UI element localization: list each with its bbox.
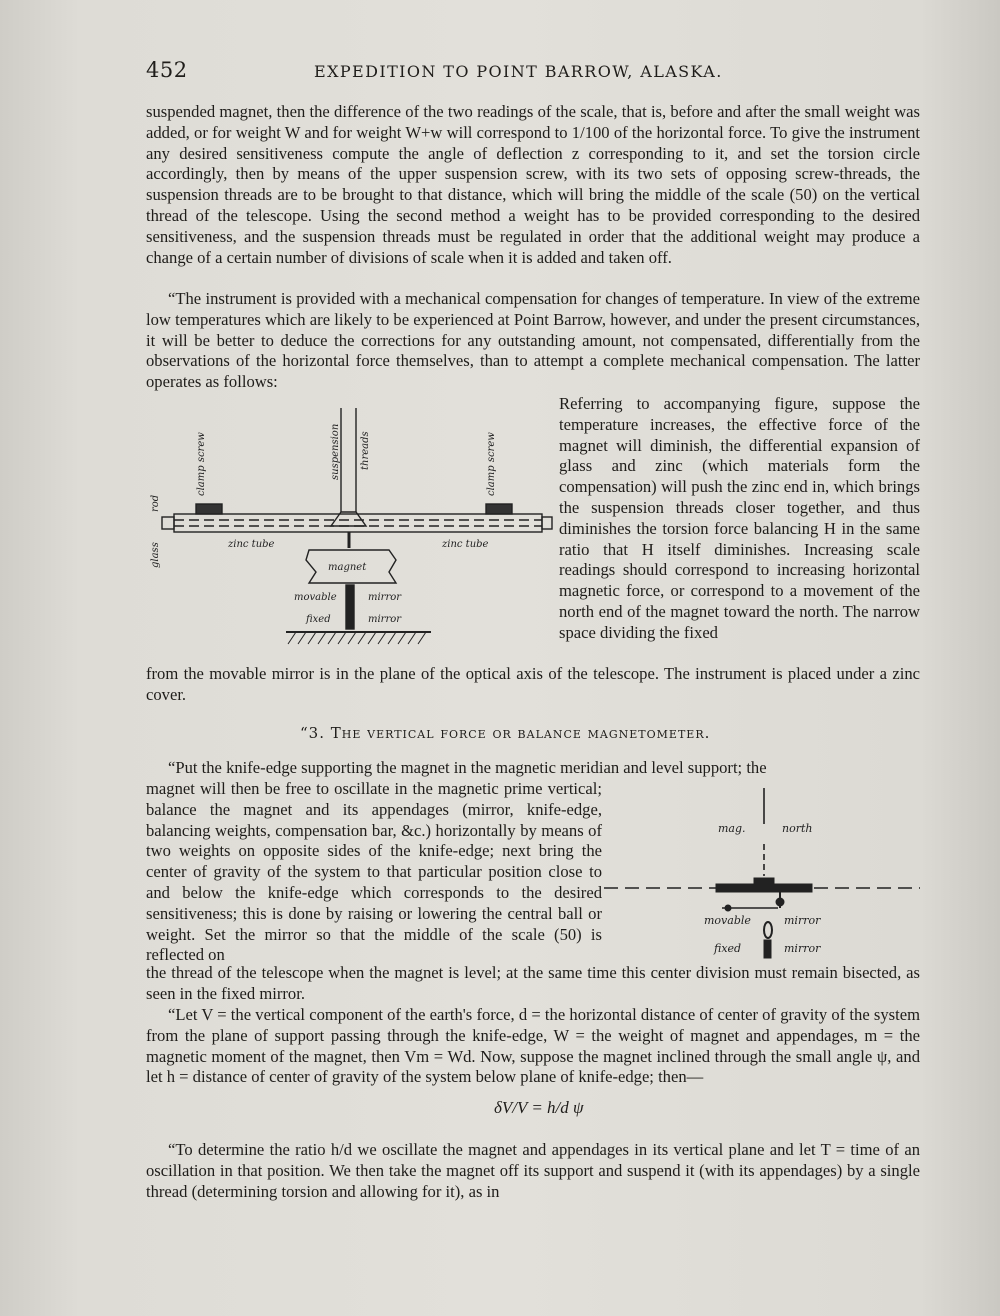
- page-number: 452: [146, 58, 188, 82]
- fig1-label-fixed: fixed: [306, 614, 331, 625]
- fig1-label-movable: movable: [294, 592, 337, 603]
- compensation-figure: [146, 400, 556, 662]
- paragraph-1: suspended magnet, then the difference of the two readings of the scale, that is, before and after the small weight was added, or for weight W and for weight W+w will correspond to 1/100 of the horizontal force. To give the instrument any desired sensitiveness compute the angle of deflection z corresponding to it, and set the torsion circle accordingly, then by means of the upper suspension screw, with its two sets of opposing screw-threads, the suspension threads are to be brought to that distance, which will bring the middle of the scale (50) on the vertical thread of the telescope. Using the second method a weight has to be provided corresponding to the desired sensitiveness, and the suspension threads must be regulated in order that the additional weight may produce a change of a certain number of divisions of scale when it is added and taken off.: [146, 102, 920, 267]
- fig2-label-mag: mag.: [718, 822, 746, 835]
- fig2-label-mirror-upper: mirror: [784, 914, 821, 927]
- fig1-label-clamp-screw-right: clamp screw: [486, 432, 497, 496]
- fig1-label-zinc-tube-left: zinc tube: [228, 539, 275, 550]
- section-heading: “3. The vertical force or balance magnetometer.: [300, 724, 711, 742]
- paragraph-2: “The instrument is provided with a mechanical compensation for changes of temperature. In view of the extreme low temperatures which are likely to be experienced at Point Barrow, however, and under the present circumstances, it will be better to deduce the corrections for any outstanding amount, not compensated, differentially from the observations of the horizontal force themselves, than to attempt a complete mechanical compensation. The latter operates as follows:: [146, 289, 920, 392]
- fig1-label-mirror-upper: mirror: [368, 592, 402, 603]
- fig2-label-mirror-lower: mirror: [784, 942, 821, 955]
- running-title: EXPEDITION TO POINT BARROW, ALASKA.: [314, 62, 723, 81]
- page-header: [146, 58, 926, 84]
- balance-magnetometer-figure: [604, 784, 920, 964]
- paragraph-5: “Let V = the vertical component of the earth's force, d = the horizontal distance of center of gravity of the system from the plane of support passing through the knife-edge, W = the weight of magnet and appendages, m = the magnetic moment of the magnet, then Vm = Wd. Now, suppose the magnet inclined through the small angle ψ, and let h = distance of center of gravity of the system below plane of knife-edge; then—: [146, 1005, 920, 1087]
- fig1-label-threads: threads: [360, 431, 371, 470]
- fig2-label-movable: movable: [704, 914, 751, 927]
- fig1-label-magnet: magnet: [328, 562, 367, 573]
- paragraph-4-first-line: “Put the knife-edge supporting the magnet in the magnetic meridian and level support; the: [168, 758, 767, 777]
- paragraph-4-side: magnet will then be free to oscillate in the magnetic prime vertical; balance the magnet and its appendages (mirror, knife-edge, balancing weights, compensation bar, &c.) horizontally by means of two weights on opposite sides of the knife-edge; next bring the center of gravity of the system to that particular position close to and below the knife-edge which corresponds to the desired sensitiveness; this is done by raising or lowering the central ball or weight. Set the mirror so that the middle of the scale (50) is reflected on: [146, 779, 602, 965]
- paragraph-3-side: Referring to accompanying figure, suppose the temperature increases, the effective force of the magnet will diminish, the differential expansion of glass and zinc (which materials form the compensation) will push the zinc end in, which brings the suspension threads closer together, and thus diminishes the torsion force balancing H in the same ratio that H itself diminishes. Increasing scale readings should correspond to increasing horizontal magnetic force, or correspond to a movement of the north end of the magnet toward the north. The narrow space dividing the fixed: [559, 394, 920, 642]
- fig1-label-glass: glass: [150, 542, 161, 568]
- fig1-label-zinc-tube-right: zinc tube: [442, 539, 489, 550]
- equation: δV/V = h/d ψ: [494, 1098, 584, 1117]
- paragraph-3-continued: from the movable mirror is in the plane of the optical axis of the telescope. The instrument is placed under a zinc cover.: [146, 664, 920, 704]
- paragraph-4-continued: the thread of the telescope when the magnet is level; at the same time this center division must remain bisected, as seen in the fixed mirror.: [146, 963, 920, 1003]
- fig1-label-suspension: suspension: [330, 423, 341, 480]
- fig2-label-fixed: fixed: [714, 942, 742, 955]
- paragraph-6: “To determine the ratio h/d we oscillate the magnet and appendages in its vertical plane and let T = time of an oscillation in that position. We then take the magnet off its support and suspend it (with its appendages) by a single thread (determining torsion and allowing for it), as in: [146, 1140, 920, 1201]
- fig1-label-rod: rod: [150, 494, 161, 512]
- fig1-label-mirror-lower: mirror: [368, 614, 402, 625]
- fig1-label-clamp-screw-left: clamp screw: [196, 432, 207, 496]
- fig2-label-north: north: [782, 822, 813, 835]
